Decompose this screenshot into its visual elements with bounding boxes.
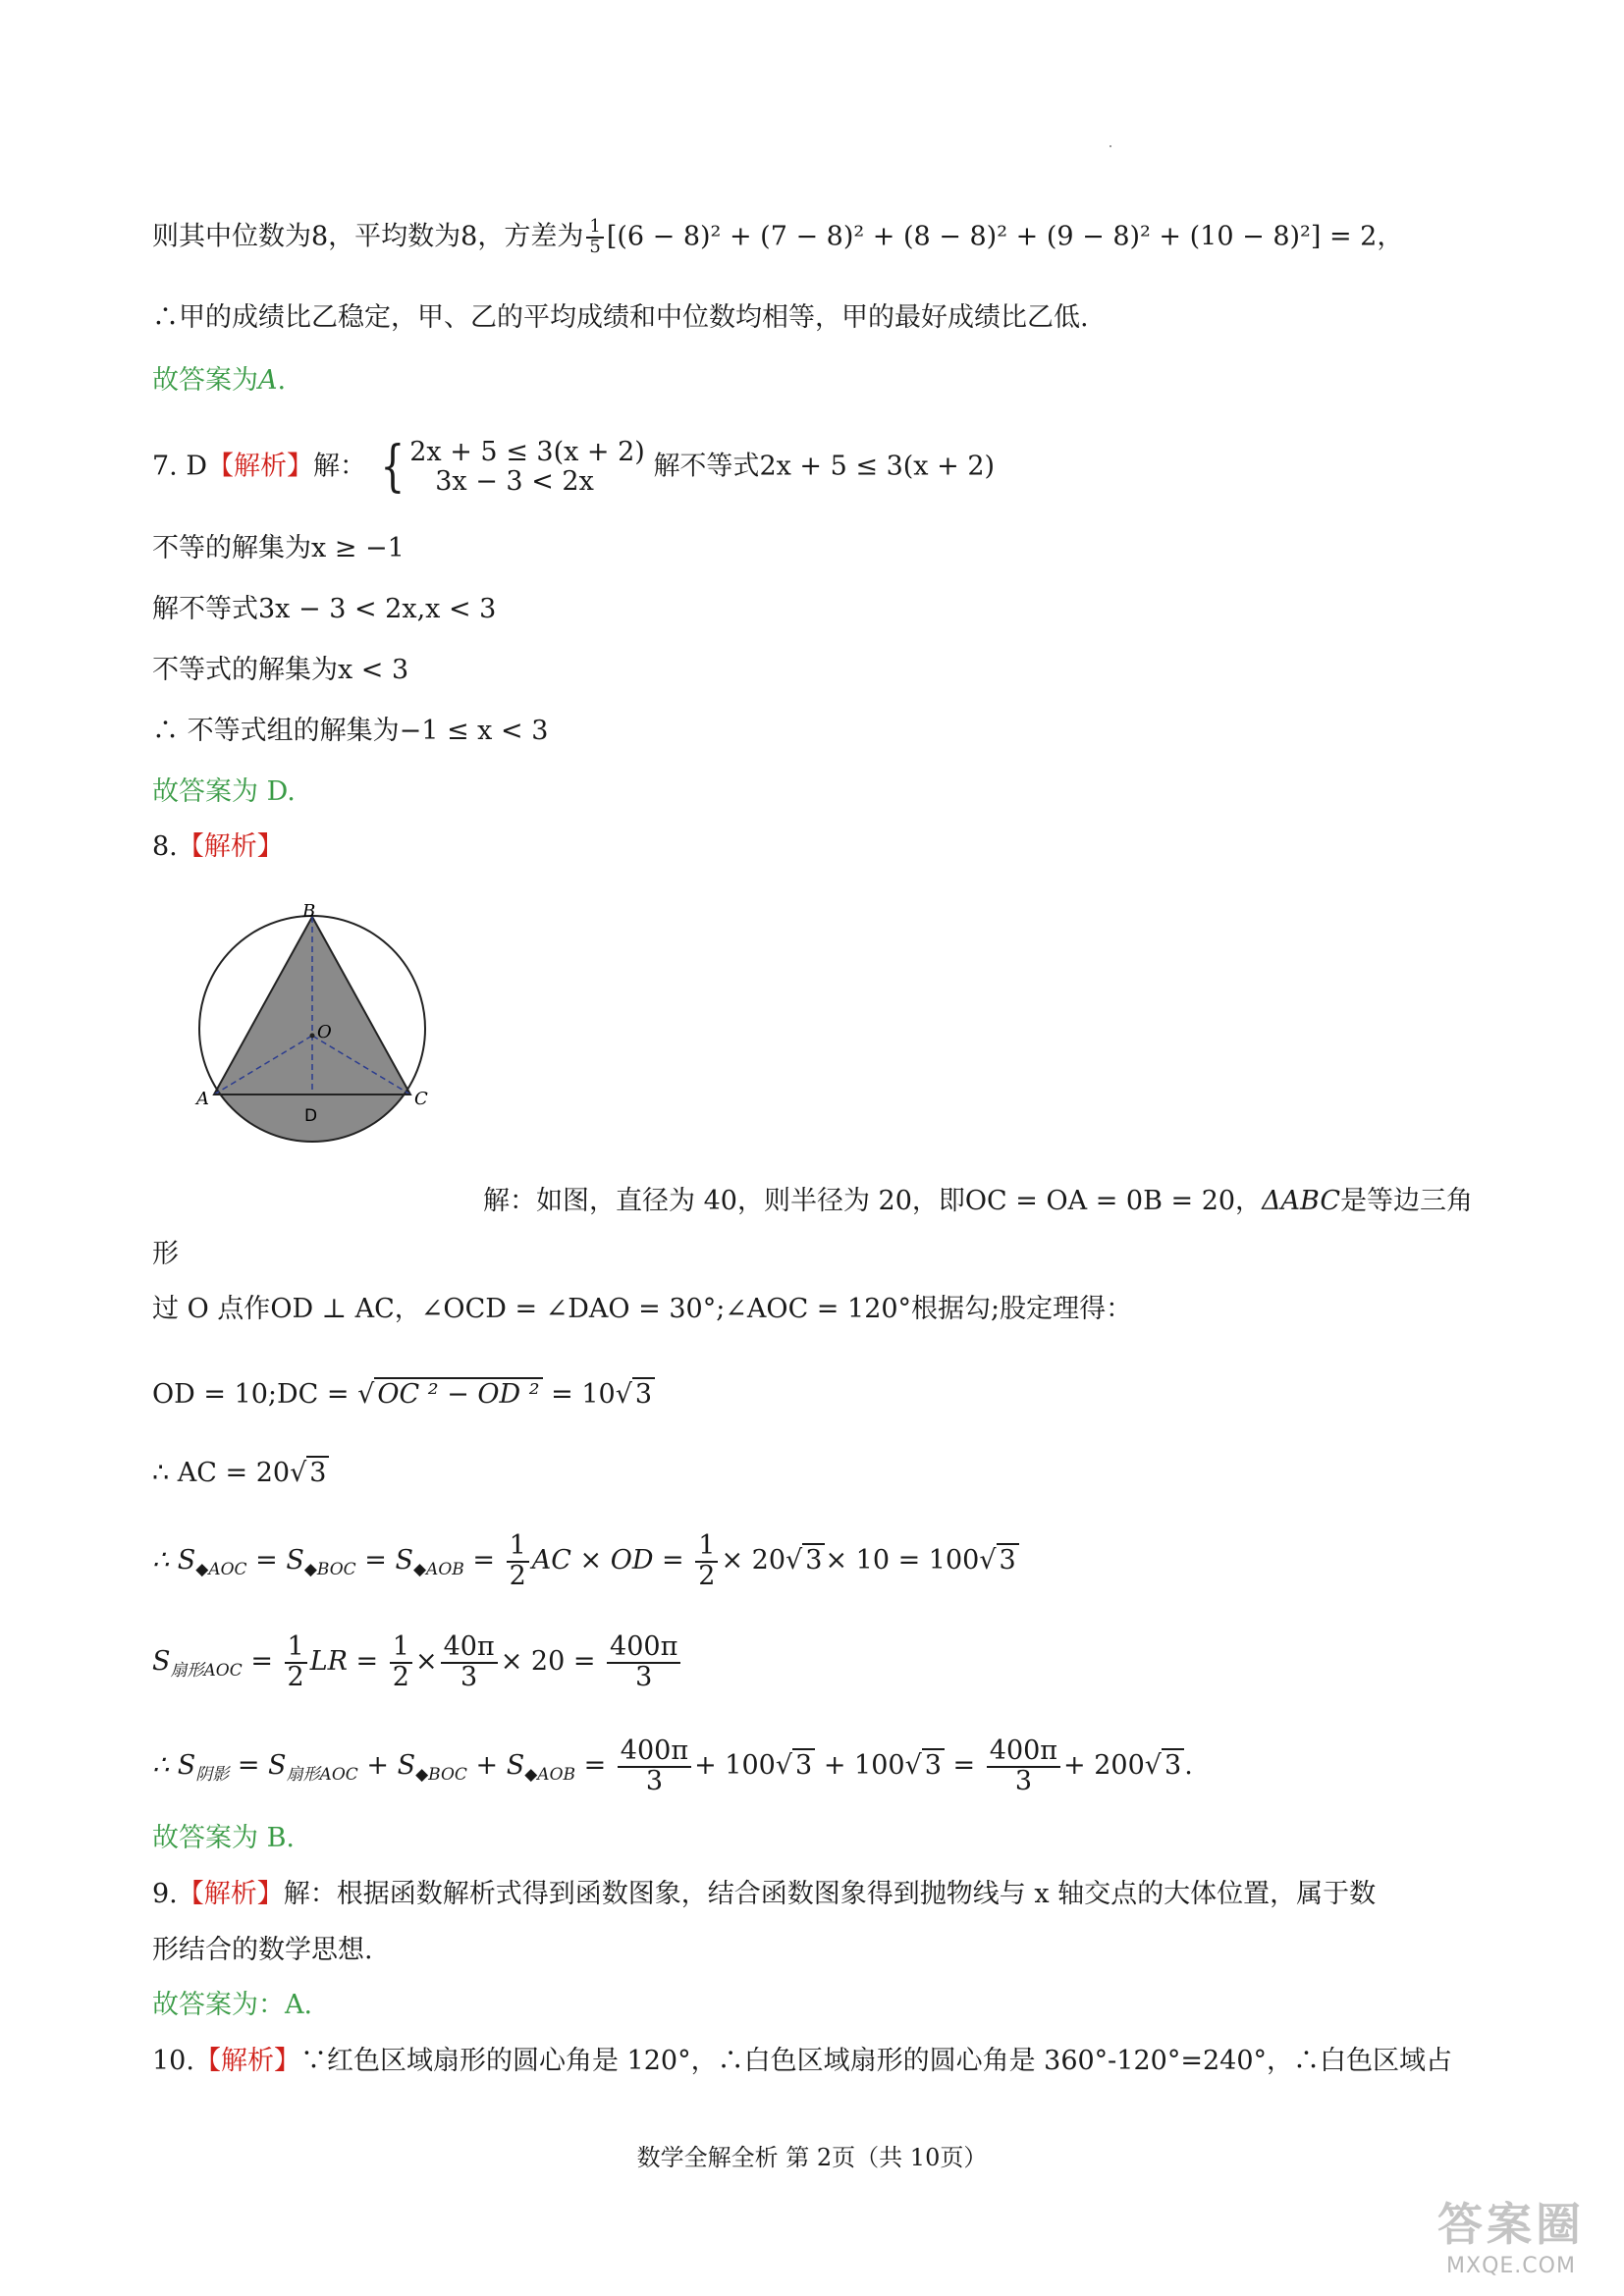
p8-answer: 故答案为 B. [152,1823,296,1853]
p6-line2: ∴甲的成绩比乙稳定，甲、乙的平均成绩和中位数均相等，甲的最好成绩比乙低. [152,302,1089,333]
p7-line4: 不等式的解集为x < 3 [152,655,409,685]
p8-line6: $S_{扇形AOC}$ = $\frac{1}{2}$ LR = $\frac{1}{2}$ × $\frac{40\pi}{3}$ × 20 = $\frac{400\pi}{3}$ [152,1628,683,1705]
p7-line3: 解不等式3x − 3 < 2x,x < 3 [152,594,497,624]
inequality-system: { 2x + 5 ≤ 3(x + 2) 3x − 3 < 2x [379,435,645,499]
watermark-url: MXQE.COM [1446,2254,1576,2278]
p8-line1-wrap: 形 [152,1239,179,1269]
p8-line3: OD = 10;DC = √ OC ² − OD ² = 10√ 3 [152,1377,655,1413]
p8-line5: ∴ $S_{◆AOC} = S_{◆BOC} = S_{◆AOB}$ = $\frac{1}{2}$ AC × OD = $\frac{1}{2}$ × 20√ 3 × 10 = 100√ 3 [152,1526,1019,1604]
p9-line2: 形结合的数学思想. [152,1935,373,1965]
label-d: D [304,1106,318,1126]
fraction: $\frac{1}{5}$ [586,218,603,257]
circle-triangle-figure [187,903,442,1158]
label-b: B [302,903,316,922]
label-a: A [196,1089,209,1109]
p9-line1: 9.【解析】解：根据函数解析式得到函数图象，结合函数图象得到抛物线与 x 轴交点的大体位置，属于数 [152,1879,1377,1909]
stray-dot [1110,145,1111,147]
watermark [1437,2189,1585,2278]
watermark-logo: 答案圈 [1437,2198,1585,2251]
p6-answer: 故答案为A. [152,365,287,396]
label-o: O [317,1022,332,1042]
p8-heading: 8.【解析】 [152,831,284,862]
p8-line4: ∴ AC = 20√ 3 [152,1456,329,1491]
p7-line5: ∴ 不等式组的解集为−1 ≤ x < 3 [152,716,549,746]
p9-answer: 故答案为：A. [152,1990,313,2020]
p6-line1: 则其中位数为8，平均数为8，方差为 $\frac{1}{5}$ [(6 − 8)² + (7 − 8)² + (8 − 8)² + (9 − 8)² + (10 − 8)²] = 2， [152,216,1404,257]
p8-line1: 解：如图，直径为 40，则半径为 20，即OC = OA = 0B = 20，ΔABC是等边三角 [483,1186,1474,1216]
p7-line1: 7. D【解析】解： { 2x + 5 ≤ 3(x + 2) 3x − 3 < 2x 解不等式2x + 5 ≤ 3(x + 2) [152,435,996,499]
p7-answer: 故答案为 D. [152,776,296,807]
p7-line2: 不等的解集为x ≥ −1 [152,533,405,563]
p10-line1: 10.【解析】∵红色区域扇形的圆心角是 120°，∴白色区域扇形的圆心角是 360°-120°=240°，∴白色区域占 [152,2046,1453,2076]
page-footer: 数学全解全析 第 2页（共 10页） [636,2144,988,2171]
label-c: C [414,1089,428,1109]
p8-line7: ∴ $S_{阴影} = S_{扇形AOC} + S_{◆BOC} + S_{◆AOB}$ = $\frac{400\pi}{3}$ + 100√ 3 + 100√ 3 = $\frac{400\pi}{3}$ + 200√ 3 . [152,1735,1193,1796]
p8-line2: 过 O 点作OD ⊥ AC，∠OCD = ∠DAO = 30°;∠AOC = 120°根据勾;股定理得： [152,1294,1133,1324]
